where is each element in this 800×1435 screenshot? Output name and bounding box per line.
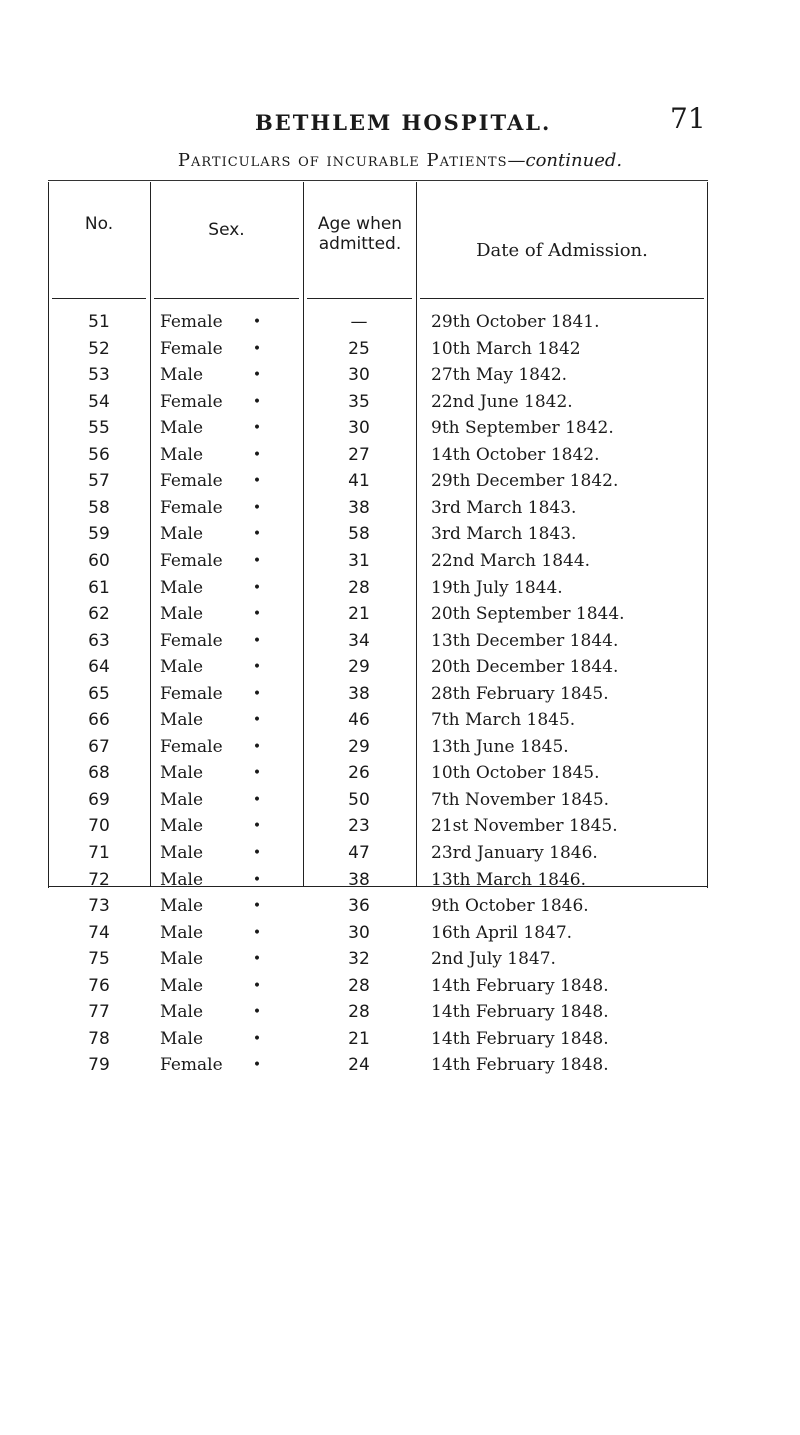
patient-sex: Female bbox=[160, 630, 223, 651]
admission-date: 28th February 1845. bbox=[431, 683, 609, 704]
leader-dot: • bbox=[252, 552, 262, 569]
admission-date: 10th October 1845. bbox=[431, 763, 600, 784]
patient-age: 47 bbox=[348, 843, 370, 863]
admission-date: 27th May 1842. bbox=[431, 365, 568, 386]
patient-number: 69 bbox=[88, 789, 110, 810]
patient-number: 54 bbox=[88, 391, 110, 412]
patient-number: 72 bbox=[88, 869, 110, 890]
patient-sex: Male bbox=[160, 657, 204, 678]
patient-sex: Female bbox=[160, 1055, 223, 1076]
admission-date: 2nd July 1847. bbox=[431, 949, 556, 970]
table-row bbox=[48, 920, 708, 947]
patient-sex: Male bbox=[160, 577, 204, 598]
patient-number: 78 bbox=[88, 1028, 110, 1049]
patient-age: 34 bbox=[348, 630, 370, 651]
admission-date: 29th December 1842. bbox=[431, 471, 619, 492]
table-row bbox=[48, 628, 708, 655]
leader-dot: • bbox=[252, 977, 262, 994]
patient-age: 35 bbox=[348, 391, 370, 412]
patient-sex: Male bbox=[160, 816, 204, 837]
leader-dot: • bbox=[252, 791, 262, 808]
table-row bbox=[48, 707, 708, 734]
patient-sex: Male bbox=[160, 524, 204, 545]
table-row bbox=[48, 442, 708, 469]
caption-lead: Particulars of incurable Patients bbox=[177, 150, 508, 171]
patient-number: 63 bbox=[88, 630, 110, 651]
table-row bbox=[48, 867, 708, 894]
leader-dot: • bbox=[252, 765, 262, 782]
patient-age: 21 bbox=[348, 604, 370, 625]
table-row bbox=[48, 362, 708, 389]
admission-date: 13th June 1845. bbox=[431, 736, 569, 757]
leader-dot: • bbox=[252, 606, 262, 623]
patient-number: 56 bbox=[88, 444, 110, 465]
leader-dot: • bbox=[252, 473, 262, 490]
patient-number: 71 bbox=[88, 843, 110, 863]
patient-number: 77 bbox=[88, 1002, 110, 1023]
patient-number: 53 bbox=[88, 365, 110, 386]
patient-sex: Male bbox=[160, 896, 204, 917]
column-header-no: No. bbox=[84, 214, 114, 234]
admission-date: 9th September 1842. bbox=[431, 418, 614, 439]
table-row bbox=[48, 389, 708, 416]
patient-number: 66 bbox=[88, 710, 110, 731]
patient-age: 30 bbox=[348, 922, 370, 943]
patient-sex: Male bbox=[160, 922, 204, 943]
patient-number: 51 bbox=[88, 312, 110, 332]
patient-number: 68 bbox=[88, 763, 110, 784]
table-row bbox=[48, 946, 708, 973]
leader-dot: • bbox=[252, 420, 262, 437]
admission-date: 14th February 1848. bbox=[431, 975, 609, 996]
leader-dot: • bbox=[252, 898, 262, 915]
patient-sex: Male bbox=[160, 1002, 204, 1023]
table-row bbox=[48, 336, 708, 363]
patient-age: 41 bbox=[348, 471, 370, 492]
admission-date: 21st November 1845. bbox=[431, 816, 618, 837]
patient-sex: Male bbox=[160, 710, 204, 731]
table-row bbox=[48, 999, 708, 1026]
patient-age: 24 bbox=[348, 1055, 370, 1076]
patient-sex: Female bbox=[160, 471, 223, 492]
page-number: 71 bbox=[670, 102, 706, 135]
patient-age: 38 bbox=[348, 683, 370, 704]
admission-date: 29th October 1841. bbox=[431, 312, 600, 332]
leader-dot: • bbox=[252, 659, 262, 676]
patient-sex: Female bbox=[160, 338, 223, 359]
table-row bbox=[48, 787, 708, 814]
patient-sex: Male bbox=[160, 1028, 204, 1049]
patient-age: 30 bbox=[348, 365, 370, 386]
leader-dot: • bbox=[252, 632, 262, 649]
patient-age: 38 bbox=[348, 869, 370, 890]
patient-number: 74 bbox=[88, 922, 110, 943]
header-rule-no bbox=[52, 298, 146, 299]
patient-number: 64 bbox=[88, 657, 110, 678]
patient-sex: Male bbox=[160, 975, 204, 996]
table-row bbox=[48, 468, 708, 495]
admission-date: 22nd June 1842. bbox=[431, 391, 573, 412]
leader-dot: • bbox=[252, 1030, 262, 1047]
patient-age: 21 bbox=[348, 1028, 370, 1049]
patient-number: 73 bbox=[88, 896, 110, 917]
leader-dot: • bbox=[252, 367, 262, 384]
patient-age: 50 bbox=[348, 789, 370, 810]
leader-dot: • bbox=[252, 499, 262, 516]
admission-date: 10th March 1842 bbox=[431, 338, 581, 359]
patient-sex: Female bbox=[160, 497, 223, 518]
patient-number: 59 bbox=[88, 524, 110, 545]
patient-number: 55 bbox=[88, 418, 110, 439]
admission-date: 14th February 1848. bbox=[431, 1002, 609, 1023]
running-title: BETHLEM HOSPITAL. bbox=[255, 110, 552, 135]
caption-dash: — bbox=[507, 150, 526, 171]
patient-sex: Male bbox=[160, 365, 204, 386]
admission-date: 13th December 1844. bbox=[431, 630, 619, 651]
leader-dot: • bbox=[252, 738, 262, 755]
table-row bbox=[48, 813, 708, 840]
admission-date: 9th October 1846. bbox=[431, 896, 589, 917]
patient-age: 28 bbox=[348, 1002, 370, 1023]
table-row bbox=[48, 1026, 708, 1053]
patient-sex: Male bbox=[160, 444, 204, 465]
table-row bbox=[48, 521, 708, 548]
table-row bbox=[48, 734, 708, 761]
table-caption bbox=[0, 150, 800, 171]
patient-age: 58 bbox=[348, 524, 370, 545]
leader-dot: • bbox=[252, 924, 262, 941]
admission-date: 3rd March 1843. bbox=[431, 524, 577, 545]
patient-age: 28 bbox=[348, 975, 370, 996]
admission-date: 13th March 1846. bbox=[431, 869, 587, 890]
admission-date: 14th October 1842. bbox=[431, 444, 600, 465]
patient-sex: Female bbox=[160, 683, 223, 704]
leader-dot: • bbox=[252, 579, 262, 596]
leader-dot: • bbox=[252, 951, 262, 968]
patient-age: 29 bbox=[348, 736, 370, 757]
admission-date: 20th December 1844. bbox=[431, 657, 619, 678]
admission-date: 16th April 1847. bbox=[431, 922, 573, 943]
patient-number: 79 bbox=[88, 1055, 110, 1076]
patient-sex: Male bbox=[160, 763, 204, 784]
table-row bbox=[48, 601, 708, 628]
patient-age: 27 bbox=[348, 444, 370, 465]
header-rule-age bbox=[307, 298, 412, 299]
patient-number: 52 bbox=[88, 338, 110, 359]
patient-number: 60 bbox=[88, 550, 110, 571]
leader-dot: • bbox=[252, 393, 262, 410]
table-row bbox=[48, 973, 708, 1000]
patient-number: 65 bbox=[88, 683, 110, 704]
admission-date: 20th September 1844. bbox=[431, 604, 625, 625]
patient-sex: Male bbox=[160, 418, 204, 439]
patient-age: 23 bbox=[348, 816, 370, 837]
patient-age: — bbox=[350, 312, 368, 332]
patient-sex: Female bbox=[160, 736, 223, 757]
patient-number: 62 bbox=[88, 604, 110, 625]
leader-dot: • bbox=[252, 340, 262, 357]
admission-date: 7th November 1845. bbox=[431, 789, 610, 810]
leader-dot: • bbox=[252, 871, 262, 888]
running-head bbox=[0, 100, 800, 140]
table-row bbox=[48, 681, 708, 708]
table-row bbox=[48, 893, 708, 920]
patient-age: 26 bbox=[348, 763, 370, 784]
patient-sex: Male bbox=[160, 869, 204, 890]
column-header-date: Date of Admission. bbox=[476, 240, 648, 261]
patient-number: 76 bbox=[88, 975, 110, 996]
patient-age: 46 bbox=[348, 710, 370, 731]
table-row bbox=[48, 548, 708, 575]
patient-number: 61 bbox=[88, 577, 110, 598]
patient-number: 75 bbox=[88, 949, 110, 970]
table-row bbox=[48, 415, 708, 442]
admission-date: 14th February 1848. bbox=[431, 1055, 609, 1076]
admission-date: 7th March 1845. bbox=[431, 710, 576, 731]
table-row bbox=[48, 654, 708, 681]
patient-sex: Male bbox=[160, 949, 204, 970]
patient-age: 31 bbox=[348, 550, 370, 571]
patient-number: 67 bbox=[88, 736, 110, 757]
patient-number: 70 bbox=[88, 816, 110, 837]
admission-date: 22nd March 1844. bbox=[431, 550, 591, 571]
table-row bbox=[48, 309, 708, 336]
admission-date: 19th July 1844. bbox=[431, 577, 563, 598]
admission-date: 23rd January 1846. bbox=[431, 843, 598, 863]
patient-age: 30 bbox=[348, 418, 370, 439]
leader-dot: • bbox=[252, 712, 262, 729]
patient-sex: Female bbox=[160, 550, 223, 571]
patient-age: 28 bbox=[348, 577, 370, 598]
leader-dot: • bbox=[252, 314, 262, 330]
caption-tail: continued. bbox=[525, 150, 623, 171]
patient-age: 25 bbox=[348, 338, 370, 359]
patient-sex: Male bbox=[160, 604, 204, 625]
header-rule-sex bbox=[154, 298, 299, 299]
column-header-age: Age when admitted. bbox=[317, 214, 403, 254]
table-row bbox=[48, 495, 708, 522]
patient-age: 38 bbox=[348, 497, 370, 518]
column-header-sex: Sex. bbox=[208, 220, 245, 240]
patient-sex: Female bbox=[160, 312, 223, 332]
admission-date: 3rd March 1843. bbox=[431, 497, 577, 518]
table-row bbox=[48, 760, 708, 787]
patient-sex: Male bbox=[160, 843, 204, 863]
leader-dot: • bbox=[252, 526, 262, 543]
leader-dot: • bbox=[252, 1004, 262, 1021]
patients-table bbox=[48, 180, 708, 1076]
table-row bbox=[48, 840, 708, 867]
patient-sex: Male bbox=[160, 789, 204, 810]
patient-sex: Female bbox=[160, 391, 223, 412]
leader-dot: • bbox=[252, 446, 262, 463]
leader-dot: • bbox=[252, 845, 262, 861]
patient-number: 58 bbox=[88, 497, 110, 518]
patient-age: 32 bbox=[348, 949, 370, 970]
table-row bbox=[48, 1052, 708, 1079]
table-row bbox=[48, 575, 708, 602]
patient-age: 36 bbox=[348, 896, 370, 917]
patient-number: 57 bbox=[88, 471, 110, 492]
leader-dot: • bbox=[252, 1057, 262, 1074]
patient-age: 29 bbox=[348, 657, 370, 678]
leader-dot: • bbox=[252, 685, 262, 702]
leader-dot: • bbox=[252, 818, 262, 835]
admission-date: 14th February 1848. bbox=[431, 1028, 609, 1049]
